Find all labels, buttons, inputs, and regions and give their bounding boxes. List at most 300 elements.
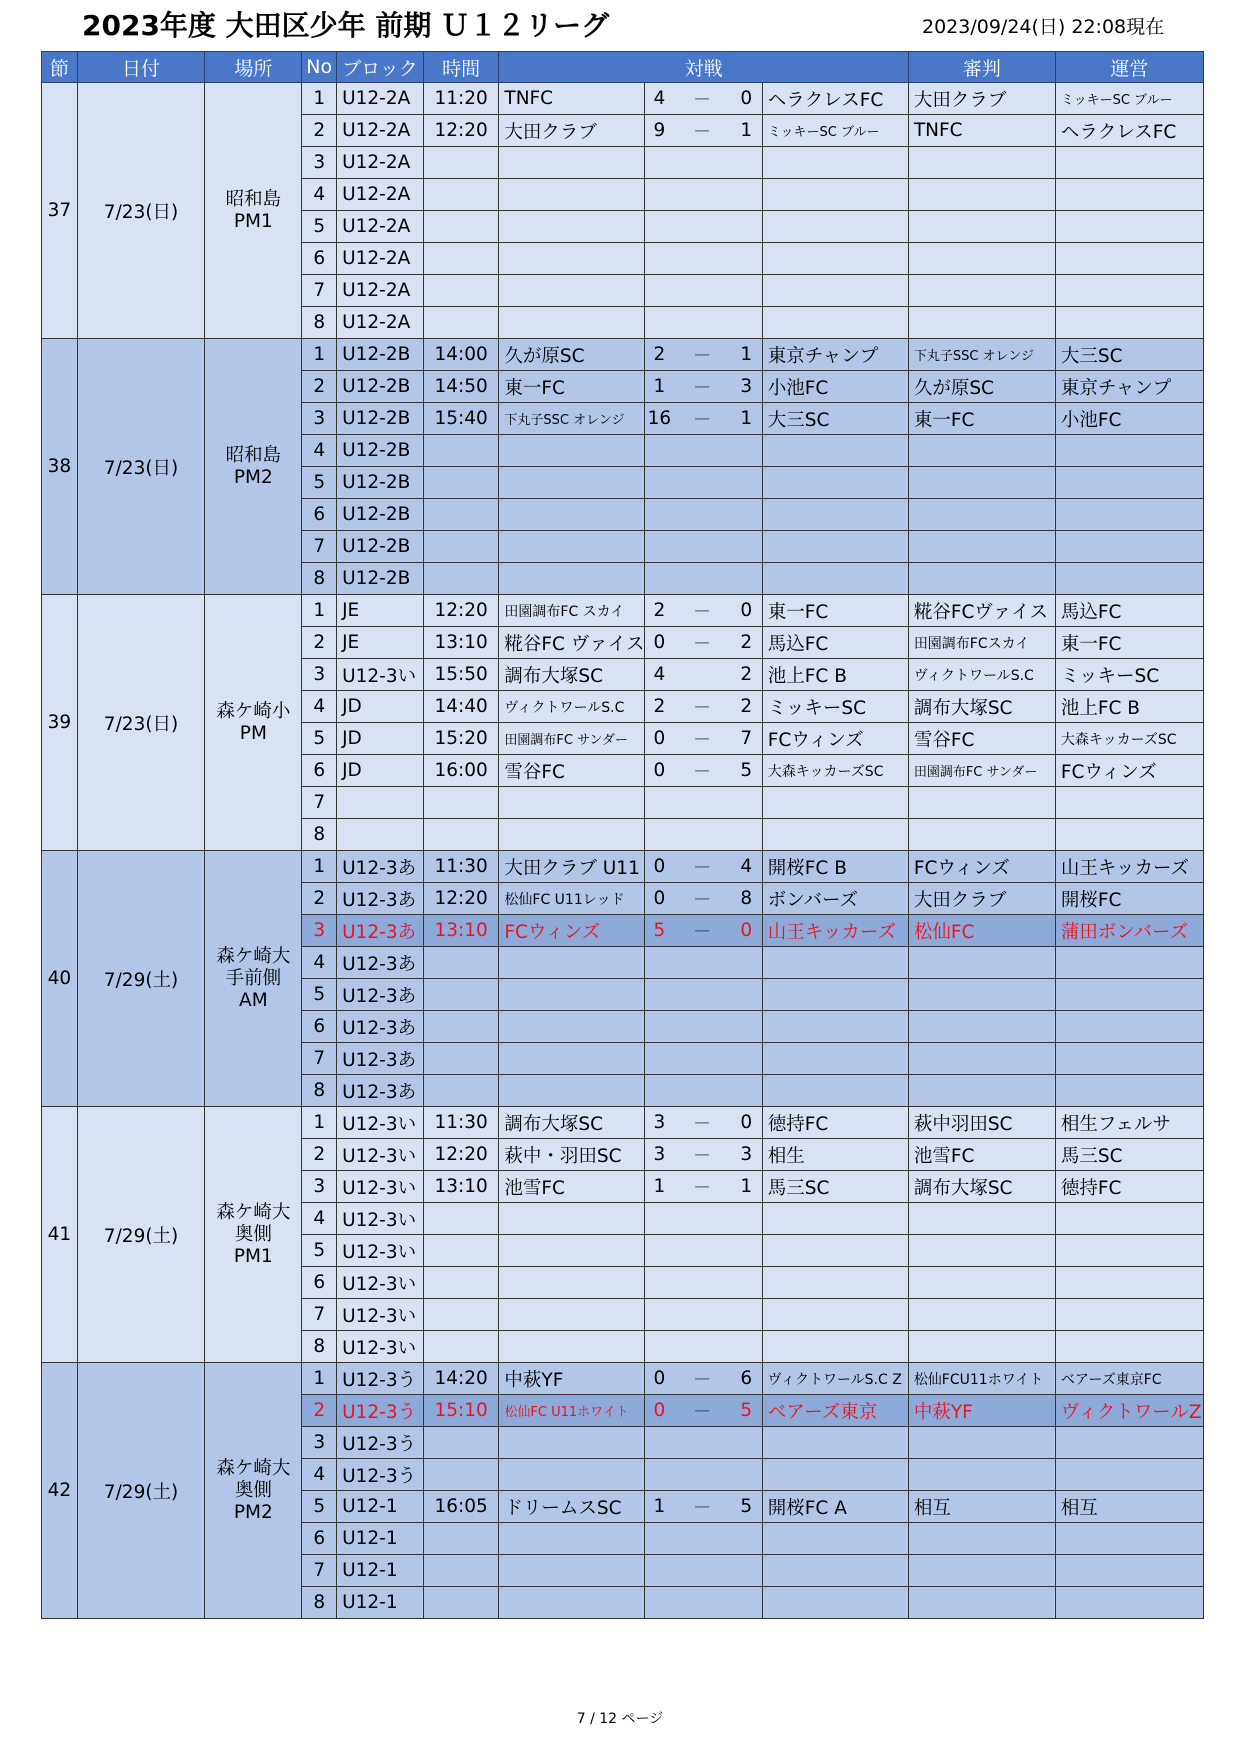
referee-team: 松仙FCU11ホワイト: [908, 1363, 1055, 1395]
referee-team: [908, 1267, 1055, 1299]
referee-team: 糀谷FCヴァイス: [908, 595, 1055, 627]
match-no: 6: [302, 1267, 337, 1299]
block-name: U12-3あ: [337, 915, 424, 947]
staff-team: [1055, 1459, 1203, 1491]
referee-team: 久が原SC: [908, 371, 1055, 403]
home-score: [645, 1203, 674, 1235]
home-score: 2: [645, 595, 674, 627]
referee-team: [908, 1235, 1055, 1267]
kickoff-time: [423, 435, 499, 467]
match-no: 5: [302, 1491, 337, 1523]
kickoff-time: [423, 1075, 499, 1107]
venue-line: PM2: [233, 1501, 273, 1523]
referee-team: 調布大塚SC: [908, 1171, 1055, 1203]
kickoff-time: [423, 1235, 499, 1267]
away-score: [731, 467, 763, 499]
staff-team: [1055, 307, 1203, 339]
staff-team: 山王キッカーズ: [1055, 851, 1203, 883]
away-score: [731, 819, 763, 851]
score-separator: [673, 435, 730, 467]
block-name: U12-2B: [337, 531, 424, 563]
home-score: [645, 1459, 674, 1491]
score-separator: －: [673, 1491, 730, 1523]
away-score: 6: [731, 1363, 763, 1395]
away-team: [762, 947, 908, 979]
staff-team: [1055, 467, 1203, 499]
away-team: ヘラクレスFC: [762, 83, 908, 115]
score-separator: [673, 1555, 730, 1587]
block-name: U12-3い: [337, 659, 424, 691]
away-team: [762, 1299, 908, 1331]
staff-team: [1055, 1299, 1203, 1331]
home-team: [499, 211, 645, 243]
match-no: 8: [302, 307, 337, 339]
referee-team: 萩中羽田SC: [908, 1107, 1055, 1139]
kickoff-time: 13:10: [423, 1171, 499, 1203]
block-name: U12-3あ: [337, 1075, 424, 1107]
referee-team: 中萩YF: [908, 1395, 1055, 1427]
home-score: 2: [645, 339, 674, 371]
kickoff-time: [423, 563, 499, 595]
score-separator: [673, 467, 730, 499]
kickoff-time: 11:30: [423, 851, 499, 883]
home-team: [499, 979, 645, 1011]
block-name: U12-2A: [337, 179, 424, 211]
block-name: U12-2A: [337, 307, 424, 339]
venue-line: 手前側: [225, 967, 282, 989]
home-score: [645, 179, 674, 211]
staff-team: ヘラクレスFC: [1055, 115, 1203, 147]
kickoff-time: [423, 179, 499, 211]
home-score: [645, 787, 674, 819]
home-team: 田園調布FC スカイ: [499, 595, 645, 627]
referee-team: [908, 1203, 1055, 1235]
kickoff-time: 11:30: [423, 1107, 499, 1139]
venue-line: 昭和島: [225, 444, 282, 466]
away-score: [731, 1203, 763, 1235]
away-team: 開桜FC B: [762, 851, 908, 883]
staff-team: [1055, 1523, 1203, 1555]
referee-team: [908, 819, 1055, 851]
referee-team: 池雪FC: [908, 1139, 1055, 1171]
block-name: U12-3あ: [337, 1011, 424, 1043]
home-score: 3: [645, 1107, 674, 1139]
referee-team: 松仙FC: [908, 915, 1055, 947]
kickoff-time: 12:20: [423, 595, 499, 627]
away-team: ミッキーSC ブルー: [762, 115, 908, 147]
away-score: [731, 147, 763, 179]
staff-team: [1055, 531, 1203, 563]
match-no: 7: [302, 531, 337, 563]
home-team: 久が原SC: [499, 339, 645, 371]
score-separator: －: [673, 1363, 730, 1395]
away-team: [762, 1427, 908, 1459]
home-team: [499, 1555, 645, 1587]
venue-line: 森ケ崎大: [216, 945, 291, 967]
referee-team: [908, 243, 1055, 275]
kickoff-time: [423, 979, 499, 1011]
match-no: 3: [302, 1427, 337, 1459]
home-score: [645, 1011, 674, 1043]
table-row: [42, 595, 1204, 627]
home-team: 大田クラブ U11: [499, 851, 645, 883]
away-score: [731, 307, 763, 339]
referee-team: [908, 947, 1055, 979]
match-date: 7/23(日): [77, 339, 205, 595]
away-score: 4: [731, 851, 763, 883]
away-team: [762, 979, 908, 1011]
staff-team: FCウィンズ: [1055, 755, 1203, 787]
away-score: [731, 1043, 763, 1075]
referee-team: 下丸子SSC オレンジ: [908, 339, 1055, 371]
block-name: U12-3い: [337, 1331, 424, 1363]
updated-timestamp: 2023/09/24(日) 22:08現在: [922, 16, 1165, 38]
home-team: [499, 1331, 645, 1363]
staff-team: 馬込FC: [1055, 595, 1203, 627]
kickoff-time: [423, 467, 499, 499]
col-staff: 運営: [1055, 52, 1203, 83]
match-no: 6: [302, 755, 337, 787]
away-team: [762, 1459, 908, 1491]
block-name: U12-3あ: [337, 883, 424, 915]
block-name: U12-3い: [337, 1267, 424, 1299]
home-score: [645, 499, 674, 531]
venue-line: PM1: [233, 1245, 273, 1267]
block-name: U12-2A: [337, 211, 424, 243]
match-no: 3: [302, 1171, 337, 1203]
staff-team: [1055, 947, 1203, 979]
home-team: 中萩YF: [499, 1363, 645, 1395]
match-no: 2: [302, 627, 337, 659]
referee-team: 田園調布FC サンダー: [908, 755, 1055, 787]
match-date: 7/23(日): [77, 83, 205, 339]
score-separator: －: [673, 403, 730, 435]
block-name: JD: [337, 691, 424, 723]
referee-team: [908, 307, 1055, 339]
block-name: U12-3あ: [337, 1043, 424, 1075]
col-block: ブロック: [337, 52, 424, 83]
home-score: 0: [645, 883, 674, 915]
away-score: 0: [731, 915, 763, 947]
home-score: [645, 1075, 674, 1107]
away-team: [762, 307, 908, 339]
block-name: U12-2B: [337, 403, 424, 435]
away-score: 5: [731, 1491, 763, 1523]
block-name: U12-3う: [337, 1363, 424, 1395]
home-score: [645, 1427, 674, 1459]
referee-team: FCウィンズ: [908, 851, 1055, 883]
block-name: U12-2B: [337, 435, 424, 467]
schedule-body: [42, 83, 1204, 1619]
kickoff-time: [423, 1331, 499, 1363]
score-separator: －: [673, 691, 730, 723]
away-team: [762, 211, 908, 243]
score-separator: [673, 179, 730, 211]
away-team: [762, 275, 908, 307]
staff-team: [1055, 787, 1203, 819]
referee-team: [908, 1427, 1055, 1459]
away-team: [762, 1523, 908, 1555]
away-team: ベアーズ東京: [762, 1395, 908, 1427]
match-no: 6: [302, 499, 337, 531]
score-separator: [673, 275, 730, 307]
kickoff-time: 14:00: [423, 339, 499, 371]
away-team: 大森キッカーズSC: [762, 755, 908, 787]
away-score: 0: [731, 83, 763, 115]
staff-team: 相互: [1055, 1491, 1203, 1523]
match-no: 3: [302, 403, 337, 435]
away-score: 5: [731, 755, 763, 787]
away-team: 馬三SC: [762, 1171, 908, 1203]
venue-line: PM1: [233, 210, 273, 232]
away-score: 5: [731, 1395, 763, 1427]
kickoff-time: 16:05: [423, 1491, 499, 1523]
away-score: 1: [731, 1171, 763, 1203]
table-header-row: [42, 52, 1204, 83]
referee-team: ヴィクトワールS.C: [908, 659, 1055, 691]
block-name: U12-3あ: [337, 851, 424, 883]
block-name: U12-1: [337, 1491, 424, 1523]
col-no: No: [302, 52, 337, 83]
kickoff-time: [423, 1203, 499, 1235]
referee-team: 相互: [908, 1491, 1055, 1523]
home-team: ヴィクトワールS.C: [499, 691, 645, 723]
home-score: 0: [645, 755, 674, 787]
staff-team: ヴィクトワールZ: [1055, 1395, 1203, 1427]
staff-team: [1055, 179, 1203, 211]
venue: [205, 339, 302, 595]
match-no: 6: [302, 243, 337, 275]
referee-team: [908, 211, 1055, 243]
away-team: 池上FC B: [762, 659, 908, 691]
home-team: 萩中・羽田SC: [499, 1139, 645, 1171]
away-team: [762, 1267, 908, 1299]
referee-team: 調布大塚SC: [908, 691, 1055, 723]
home-score: 5: [645, 915, 674, 947]
score-separator: [673, 819, 730, 851]
referee-team: [908, 147, 1055, 179]
away-score: [731, 1299, 763, 1331]
home-score: 0: [645, 627, 674, 659]
match-no: 2: [302, 1395, 337, 1427]
away-score: [731, 1459, 763, 1491]
referee-team: TNFC: [908, 115, 1055, 147]
referee-team: [908, 1523, 1055, 1555]
referee-team: [908, 1331, 1055, 1363]
match-no: 8: [302, 563, 337, 595]
home-score: [645, 1299, 674, 1331]
referee-team: 大田クラブ: [908, 83, 1055, 115]
score-separator: －: [673, 627, 730, 659]
match-no: 4: [302, 179, 337, 211]
away-team: 馬込FC: [762, 627, 908, 659]
away-score: [731, 1587, 763, 1619]
table-row: [42, 1107, 1204, 1139]
home-score: [645, 243, 674, 275]
home-score: [645, 979, 674, 1011]
staff-team: 東一FC: [1055, 627, 1203, 659]
kickoff-time: 11:20: [423, 83, 499, 115]
home-score: [645, 1523, 674, 1555]
home-score: 9: [645, 115, 674, 147]
block-name: U12-3う: [337, 1459, 424, 1491]
home-score: [645, 1267, 674, 1299]
away-score: [731, 435, 763, 467]
away-score: [731, 243, 763, 275]
kickoff-time: 14:40: [423, 691, 499, 723]
page-title: 2023年度 大田区少年 前期 Ｕ１２リーグ: [82, 9, 610, 42]
home-score: [645, 1331, 674, 1363]
kickoff-time: [423, 819, 499, 851]
col-time: 時間: [423, 52, 499, 83]
kickoff-time: 13:10: [423, 915, 499, 947]
staff-team: [1055, 147, 1203, 179]
home-team: 糀谷FC ヴァイス: [499, 627, 645, 659]
kickoff-time: [423, 499, 499, 531]
away-score: 2: [731, 659, 763, 691]
staff-team: [1055, 1011, 1203, 1043]
away-score: 1: [731, 339, 763, 371]
score-separator: －: [673, 1107, 730, 1139]
score-separator: [673, 1011, 730, 1043]
away-team: 開桜FC A: [762, 1491, 908, 1523]
match-no: 7: [302, 1299, 337, 1331]
score-separator: [673, 307, 730, 339]
kickoff-time: [423, 1587, 499, 1619]
referee-team: [908, 1459, 1055, 1491]
staff-team: [1055, 1427, 1203, 1459]
away-team: [762, 1587, 908, 1619]
match-no: 5: [302, 979, 337, 1011]
staff-team: 小池FC: [1055, 403, 1203, 435]
home-score: 0: [645, 851, 674, 883]
score-separator: －: [673, 755, 730, 787]
score-separator: －: [673, 83, 730, 115]
match-no: 7: [302, 787, 337, 819]
match-no: 5: [302, 211, 337, 243]
kickoff-time: 12:20: [423, 115, 499, 147]
staff-team: 蒲田ボンバーズ: [1055, 915, 1203, 947]
kickoff-time: [423, 1267, 499, 1299]
block-name: U12-3い: [337, 1171, 424, 1203]
venue-line: PM2: [233, 466, 273, 488]
staff-team: [1055, 435, 1203, 467]
home-team: [499, 499, 645, 531]
home-score: [645, 1235, 674, 1267]
match-no: 7: [302, 1043, 337, 1075]
referee-team: [908, 563, 1055, 595]
block-name: U12-2A: [337, 83, 424, 115]
away-score: [731, 947, 763, 979]
referee-team: 雪谷FC: [908, 723, 1055, 755]
away-team: [762, 147, 908, 179]
home-team: [499, 947, 645, 979]
match-no: 1: [302, 595, 337, 627]
referee-team: 田園調布FCスカイ: [908, 627, 1055, 659]
away-score: 3: [731, 1139, 763, 1171]
away-score: 2: [731, 691, 763, 723]
score-separator: [673, 147, 730, 179]
venue: [205, 83, 302, 339]
staff-team: ミッキーSC: [1055, 659, 1203, 691]
home-team: [499, 787, 645, 819]
staff-team: [1055, 979, 1203, 1011]
home-team: 松仙FC U11レッド: [499, 883, 645, 915]
away-score: 1: [731, 403, 763, 435]
away-team: [762, 819, 908, 851]
match-no: 1: [302, 83, 337, 115]
away-team: [762, 1331, 908, 1363]
home-team: [499, 1203, 645, 1235]
home-score: [645, 275, 674, 307]
away-score: [731, 531, 763, 563]
referee-team: [908, 275, 1055, 307]
score-separator: [673, 1043, 730, 1075]
round-number: 41: [42, 1107, 78, 1363]
col-setsu: 節: [42, 52, 78, 83]
kickoff-time: [423, 1427, 499, 1459]
home-score: [645, 307, 674, 339]
away-score: [731, 1331, 763, 1363]
kickoff-time: [423, 1011, 499, 1043]
kickoff-time: [423, 307, 499, 339]
score-separator: [673, 1427, 730, 1459]
block-name: JD: [337, 755, 424, 787]
block-name: JE: [337, 627, 424, 659]
score-separator: [673, 211, 730, 243]
block-name: U12-1: [337, 1555, 424, 1587]
staff-team: [1055, 819, 1203, 851]
block-name: U12-2B: [337, 563, 424, 595]
table-row: [42, 851, 1204, 883]
col-date: 日付: [77, 52, 205, 83]
block-name: U12-3う: [337, 1395, 424, 1427]
score-separator: [673, 1203, 730, 1235]
away-team: [762, 563, 908, 595]
staff-team: 大森キッカーズSC: [1055, 723, 1203, 755]
away-score: [731, 1523, 763, 1555]
staff-team: [1055, 1075, 1203, 1107]
away-score: [731, 1555, 763, 1587]
block-name: JD: [337, 723, 424, 755]
match-no: 5: [302, 723, 337, 755]
venue-line: 昭和島: [225, 188, 282, 210]
staff-team: 大三SC: [1055, 339, 1203, 371]
block-name: U12-3い: [337, 1235, 424, 1267]
home-team: [499, 531, 645, 563]
home-score: 1: [645, 371, 674, 403]
match-no: 2: [302, 371, 337, 403]
home-team: [499, 563, 645, 595]
away-score: [731, 563, 763, 595]
kickoff-time: 16:00: [423, 755, 499, 787]
away-score: [731, 1427, 763, 1459]
score-separator: [673, 1331, 730, 1363]
block-name: U12-1: [337, 1587, 424, 1619]
venue-line: PM: [239, 722, 267, 744]
block-name: U12-2B: [337, 339, 424, 371]
away-score: [731, 1267, 763, 1299]
home-team: [499, 1043, 645, 1075]
home-team: 大田クラブ: [499, 115, 645, 147]
match-no: 4: [302, 1203, 337, 1235]
match-no: 2: [302, 883, 337, 915]
match-no: 5: [302, 467, 337, 499]
match-no: 4: [302, 435, 337, 467]
match-date: 7/23(日): [77, 595, 205, 851]
referee-team: [908, 435, 1055, 467]
staff-team: [1055, 499, 1203, 531]
